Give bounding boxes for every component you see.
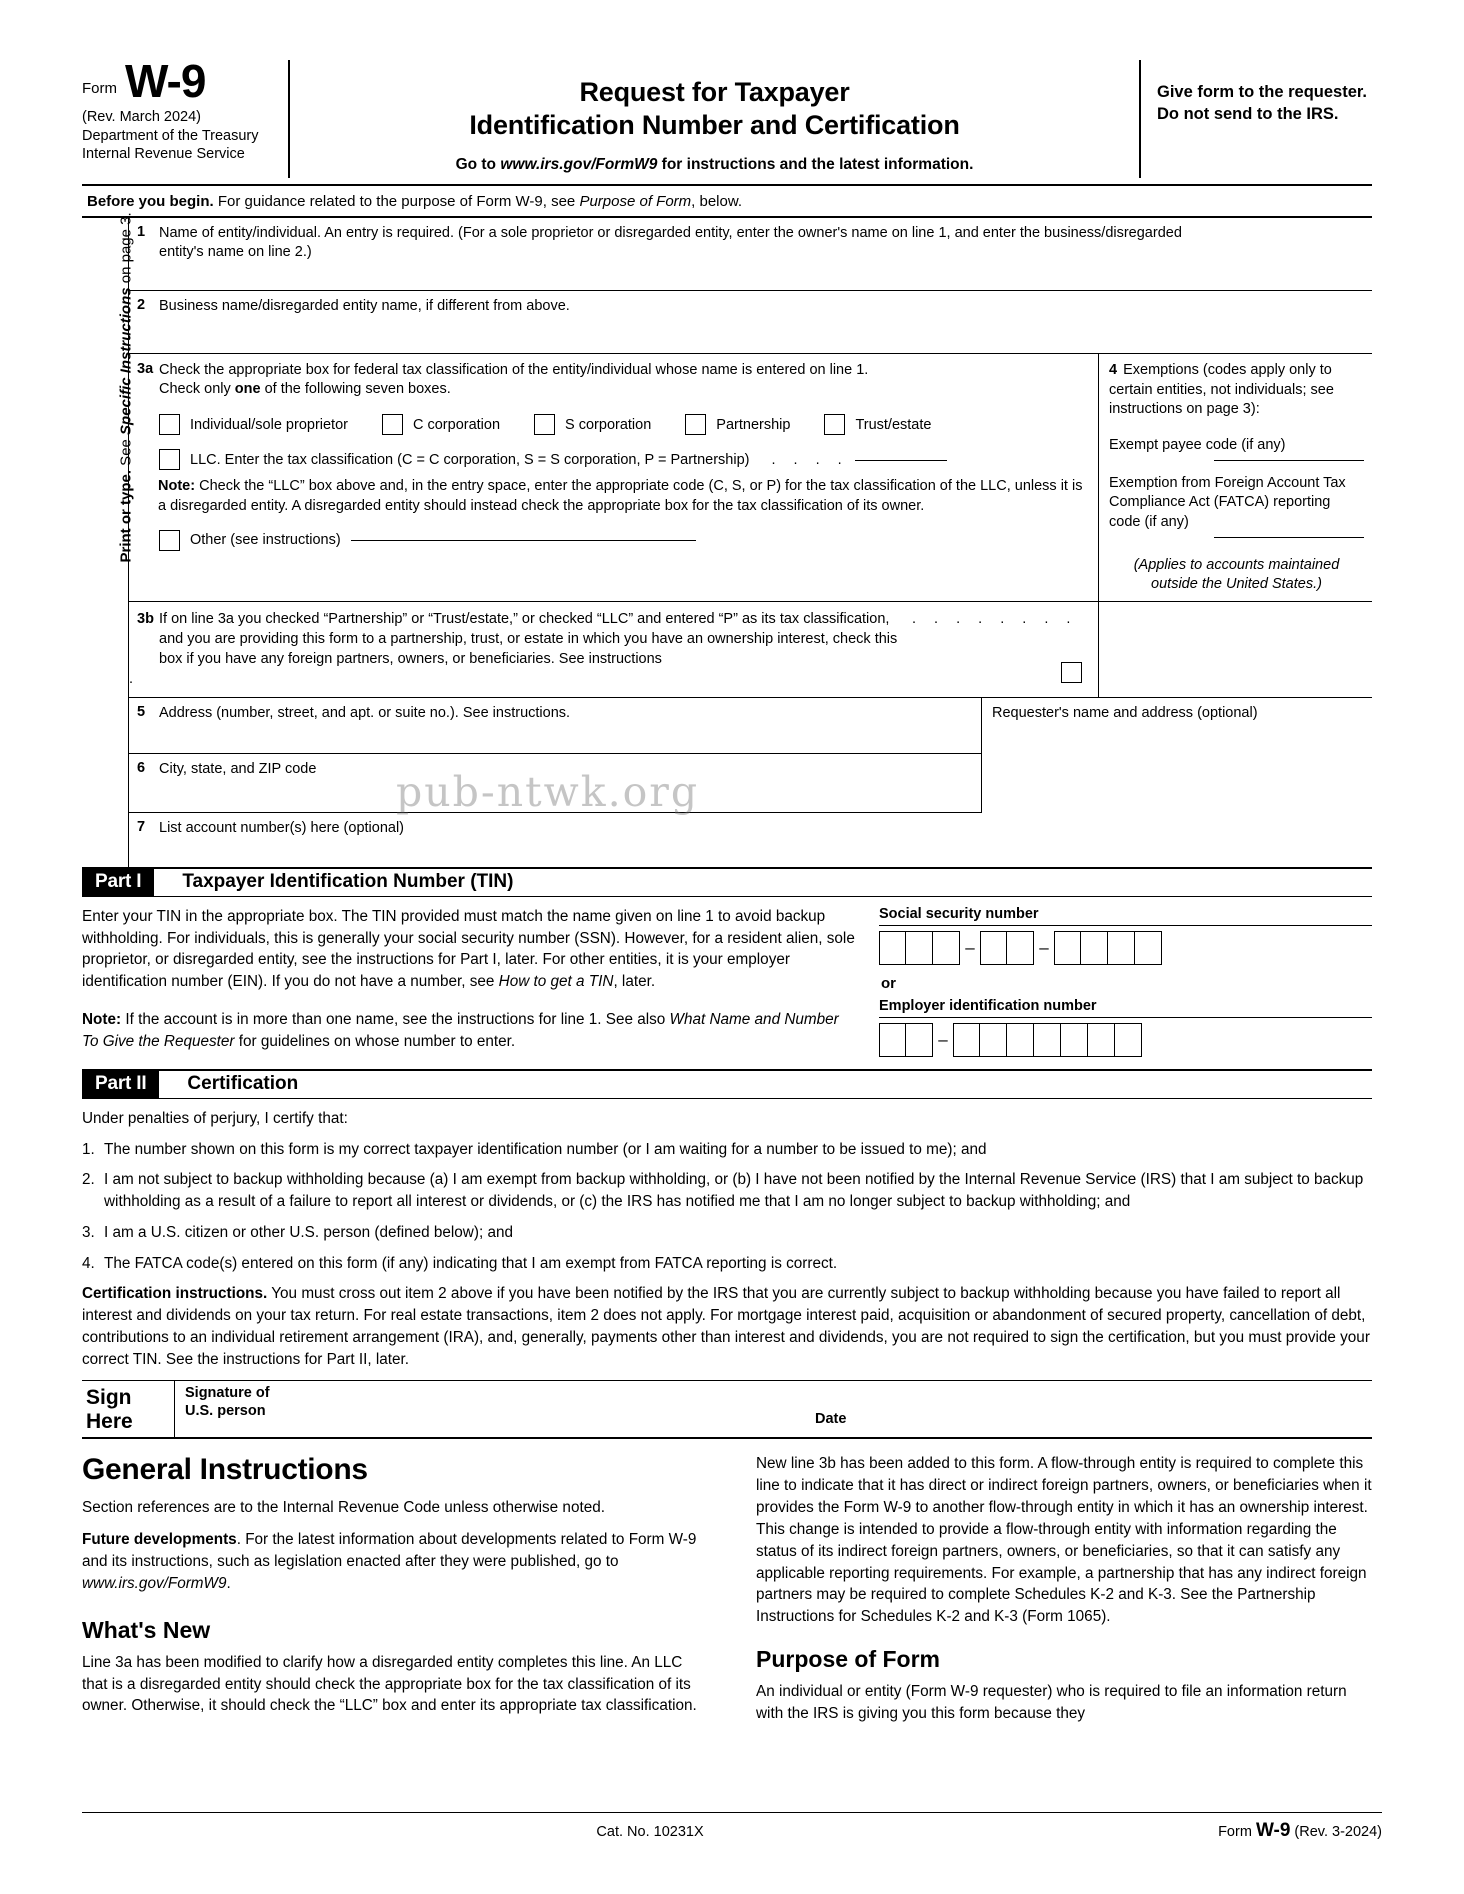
certification-item	[82, 1222, 1372, 1244]
checkbox-label: Partnership	[716, 416, 791, 433]
before-you-begin	[82, 186, 1372, 218]
box-4-number: 4	[1109, 361, 1118, 378]
signature-label-line-1: Signature of	[185, 1385, 270, 1402]
ein-digit-box[interactable]	[1088, 1023, 1115, 1057]
ssn-digit-box[interactable]	[1108, 931, 1135, 965]
checkbox-box-icon[interactable]	[824, 414, 845, 435]
dept-line-1: Department of the Treasury	[82, 127, 259, 144]
fatca-code-label: Exemption from Foreign Account Tax Compliance Act (FATCA) reporting code (if any)	[1109, 474, 1346, 531]
signature-label-line-2: U.S. person	[185, 1402, 266, 1419]
tin-entry-area	[875, 906, 1372, 1057]
checkbox-individual-sole-proprietor[interactable]	[159, 414, 348, 435]
checkbox-box-icon[interactable]	[159, 449, 180, 470]
item-number: 4.	[82, 1254, 95, 1272]
ssn-digit-box[interactable]	[1054, 931, 1081, 965]
ein-digit-box[interactable]	[879, 1023, 906, 1057]
ssn-digit-box[interactable]	[1135, 931, 1162, 965]
line-3b-checkbox-cell	[1098, 602, 1372, 697]
goto-suffix: for instructions and the latest information.	[657, 155, 974, 173]
llc-note-text: Check the “LLC” box above and, in the entry space, enter the appropriate code (C, S, or P) for the tax classification of the LLC, unless it is a disregarded entity. A disregarded entity should instead check the appropriate box for the tax classification of its owner.	[158, 478, 1083, 514]
ssn-dash: –	[1039, 938, 1049, 958]
box-4-title-row	[1109, 361, 1364, 420]
line-5-label: Address (number, street, and apt. or suite no.). See instructions.	[159, 705, 571, 722]
llc-note-bold: Note:	[158, 478, 196, 494]
line-1-label: Name of entity/individual. An entry is required. (For a sole proprietor or disregarded entity, enter the owner's name on line 1, and enter the business/disregarded entity's name on line 2.)	[159, 224, 1182, 261]
footer-form-rev: (Rev. 3-2024)	[1290, 1824, 1382, 1840]
tin-intro-paragraph	[82, 906, 857, 993]
certification-item	[82, 1253, 1372, 1275]
address-left-column	[129, 698, 981, 813]
whats-new-heading: What's New	[82, 1616, 211, 1643]
before-text-b: , below.	[691, 192, 743, 210]
date-label: Date	[815, 1411, 847, 1428]
checkbox-box-icon[interactable]	[382, 414, 403, 435]
line-3a-number: 3a	[137, 360, 154, 377]
general-instructions-heading: General Instructions	[82, 1453, 368, 1487]
checkbox-trust-estate[interactable]	[824, 414, 931, 435]
field-row-5[interactable]	[129, 698, 981, 754]
checkbox-partnership[interactable]	[685, 414, 790, 435]
general-instructions-section	[82, 1453, 1372, 1735]
ein-digit-box[interactable]	[953, 1023, 980, 1057]
section-references-paragraph: Section references are to the Internal Revenue Code unless otherwise noted.	[82, 1499, 605, 1517]
leader-dots: . . . . . . . . .	[129, 611, 1078, 688]
certification-body	[82, 1108, 1372, 1370]
ein-digit-box[interactable]	[980, 1023, 1007, 1057]
dept-line-2: Internal Revenue Service	[82, 145, 245, 162]
ein-digit-box[interactable]	[1061, 1023, 1088, 1057]
rail-see: See	[117, 434, 135, 466]
checkbox-label: C corporation	[412, 416, 501, 433]
tin-intro-b: , later.	[613, 973, 656, 991]
ssn-digit-box[interactable]	[1007, 931, 1034, 965]
tin-note-a: If the account is in more than one name, see the instructions for line 1. See also	[121, 1010, 670, 1028]
form-number: W-9	[125, 55, 206, 107]
box-4-applies-note: (Applies to accounts maintained outside the United States.)	[1133, 556, 1340, 593]
ssn-digit-box[interactable]	[980, 931, 1007, 965]
header-title-block	[288, 60, 1141, 178]
form-title-line-1: Request for Taxpayer	[579, 77, 850, 107]
fatca-code-input[interactable]	[1214, 536, 1364, 538]
form-fields-column	[129, 218, 1372, 867]
part-1-bar	[82, 867, 1372, 897]
checkbox-box-icon[interactable]	[159, 530, 180, 551]
part-2-bar	[82, 1069, 1372, 1099]
footer-form-label: Form	[1218, 1824, 1256, 1840]
rail-tail: on page 3.	[117, 212, 135, 288]
catalog-number: Cat. No. 10231X	[596, 1824, 704, 1840]
item-text: I am a U.S. citizen or other U.S. person (defined below); and	[104, 1223, 513, 1241]
line-2-number: 2	[137, 296, 146, 313]
llc-label: LLC. Enter the tax classification (C = C corporation, S = S corporation, P = Partnership)	[190, 451, 750, 468]
footer-form-id	[1218, 1820, 1382, 1842]
sign-here-block	[82, 1380, 1372, 1439]
ssn-digit-box[interactable]	[906, 931, 933, 965]
llc-code-write-in[interactable]	[855, 459, 947, 461]
checkbox-label: S corporation	[565, 416, 652, 433]
form-goto-line	[300, 156, 1129, 174]
side-rail	[82, 212, 135, 867]
or-separator: or	[881, 975, 896, 993]
cert-instructions-bold: Certification instructions.	[82, 1285, 268, 1303]
checkbox-box-icon[interactable]	[534, 414, 555, 435]
checkbox-label: Trust/estate	[855, 416, 932, 433]
form-revision: (Rev. March 2024)	[82, 108, 201, 125]
part-1-title: Taxpayer Identification Number (TIN)	[182, 871, 514, 893]
checkbox-llc-row[interactable]	[129, 449, 1088, 470]
future-bold: Future developments	[82, 1531, 237, 1549]
line-1-number: 1	[137, 223, 146, 240]
ein-dash: –	[938, 1030, 948, 1050]
whats-new-paragraph: Line 3a has been modified to clarify how a disregarded entity completes this line. An LLC that is a disregarded entity should check the appropriate box for the tax classification of its owner. Otherwise, it should check the “LLC” box and enter its appropriate tax classification.	[82, 1653, 697, 1715]
part-1-label: Part I	[82, 869, 154, 896]
tin-note-italic: What Name and Number To Give the Requester	[82, 1010, 839, 1050]
before-text-a: For guidance related to the purpose of Form W-9, see	[213, 192, 580, 210]
header-left-block	[82, 55, 288, 178]
item-text: The FATCA code(s) entered on this form (if any) indicating that I am exempt from FATCA reporting is correct.	[104, 1254, 838, 1272]
line-3b-explanation-paragraph: New line 3b has been added to this form. A flow-through entity is required to complete this line to indicate that it has direct or indirect foreign partners, owners, or beneficiaries when it provides the Form W-9 to another flow-through entity in which it has an ownership interest. This change is intended to provide a flow-through entity with information regarding the status of its indirect foreign partners, owners, or beneficiaries, so that it can satisfy any applicable reporting requirements. For example, a partnership that has any indirect foreign partners may be required to complete Schedules K-2 and K-3. See the Partnership Instructions for Schedules K-2 and K-3 (Form 1065).	[756, 1455, 1372, 1626]
address-block	[129, 698, 1372, 813]
item-number: 3.	[82, 1223, 95, 1241]
page-footer	[82, 1812, 1382, 1842]
form-word-label: Form	[82, 79, 117, 97]
ein-header: Employer identification number	[879, 998, 1372, 1018]
rail-italic: Specific Instructions	[117, 287, 135, 435]
tin-intro-a: Enter your TIN in the appropriate box. The TIN provided must match the name given on line 1 to avoid backup withholding. For individuals, this is generally your social security number (SSN). However, for a resident alien, sole proprietor, or disregarded entity, see the instructions for Part I, later. For other entities, it is your employer identification number (EIN). If you do not have a number, see	[82, 908, 855, 991]
form-sheet	[82, 55, 1372, 1735]
box-4-exemptions	[1098, 354, 1372, 601]
form-header	[82, 55, 1372, 178]
sign-word-1: Sign	[86, 1386, 132, 1410]
requester-label: Requester's name and address (optional)	[992, 705, 1258, 722]
other-write-in[interactable]	[351, 539, 696, 541]
line-7-label: List account number(s) here (optional)	[159, 820, 405, 837]
general-instructions-left-column	[82, 1453, 732, 1735]
item-number: 1.	[82, 1140, 95, 1158]
purpose-of-form-heading: Purpose of Form	[756, 1646, 941, 1673]
certification-item	[82, 1139, 1372, 1161]
field-row-3b	[129, 602, 1372, 698]
tin-intro-italic: How to get a TIN	[498, 973, 614, 991]
line-6-label: City, state, and ZIP code	[159, 761, 317, 778]
leader-dots: . . . .	[771, 451, 849, 468]
ssn-digit-box[interactable]	[933, 931, 960, 965]
field-row-2[interactable]	[129, 291, 1372, 354]
ein-digit-box[interactable]	[1007, 1023, 1034, 1057]
checkbox-foreign-partners[interactable]	[1061, 662, 1082, 683]
checkbox-box-icon[interactable]	[685, 414, 706, 435]
part-2-title: Certification	[187, 1073, 299, 1095]
before-italic: Purpose of Form	[579, 192, 692, 210]
part-1-body	[82, 897, 1372, 1057]
sign-here-label	[82, 1381, 174, 1437]
checkbox-c-corporation[interactable]	[382, 414, 500, 435]
tin-note-bold: Note:	[82, 1010, 122, 1028]
line-2-label: Business name/disregarded entity name, if different from above.	[159, 297, 570, 314]
line-3a-label: Check the appropriate box for federal tax classification of the entity/individual whose name is entered on line 1. Check only one of the following seven boxes.	[159, 361, 869, 398]
certification-instructions	[82, 1283, 1372, 1370]
ein-digit-box[interactable]	[906, 1023, 933, 1057]
checkbox-other-row[interactable]	[129, 530, 1088, 551]
line-7-number: 7	[137, 819, 146, 836]
checkbox-s-corporation[interactable]	[534, 414, 651, 435]
sign-word-2: Here	[86, 1409, 133, 1433]
field-row-6[interactable]	[129, 754, 981, 813]
line-6-number: 6	[137, 760, 146, 777]
future-end: .	[226, 1574, 231, 1592]
future-text: . For the latest information about developments related to Form W-9 and its instructions, such as legislation enacted after they were published, go to	[82, 1531, 697, 1570]
purpose-of-form-paragraph: An individual or entity (Form W-9 requester) who is required to file an information return with the IRS is giving you this form because they	[756, 1683, 1347, 1722]
item-number: 2.	[82, 1171, 95, 1189]
checkbox-box-icon[interactable]	[159, 414, 180, 435]
signature-field[interactable]	[174, 1381, 1372, 1437]
ein-digit-box[interactable]	[1115, 1023, 1142, 1057]
certification-item	[82, 1169, 1372, 1212]
field-row-3a	[129, 354, 1372, 602]
part-1-instructions	[82, 906, 875, 1057]
goto-prefix: Go to	[455, 155, 501, 173]
ssn-boxes[interactable]	[879, 931, 1372, 965]
box-4-title: Exemptions (codes apply only to certain entities, not individuals; see instructions on page 3):	[1109, 361, 1334, 418]
item-text: The number shown on this form is my correct taxpayer identification number (or I am waiting for a number to be issued to me); and	[104, 1140, 987, 1158]
exempt-payee-code-input[interactable]	[1214, 459, 1364, 461]
future-developments-paragraph	[82, 1529, 702, 1595]
give-form-note: Give form to the requester. Do not send to the IRS.	[1157, 83, 1367, 123]
llc-note	[129, 477, 1088, 517]
field-row-1[interactable]	[129, 218, 1372, 291]
general-instructions-right-column	[732, 1453, 1372, 1735]
ein-digit-box[interactable]	[1034, 1023, 1061, 1057]
ssn-header: Social security number	[879, 906, 1372, 926]
item-text: I am not subject to backup withholding because (a) I am exempt from backup withholding, or (b) I have not been notified by the Internal Revenue Service (IRS) that I am subject to backup withholding as a result of a failure to report all interest or dividends, or (c) the IRS has notified me that I am no longer subject to backup withholding; and	[104, 1171, 1364, 1211]
certification-intro: Under penalties of perjury, I certify that:	[82, 1110, 348, 1128]
future-url[interactable]: www.irs.gov/FormW9	[82, 1574, 227, 1592]
part-2-label: Part II	[82, 1071, 159, 1098]
cert-instructions-text: You must cross out item 2 above if you have been notified by the IRS that you are currently subject to backup withholding because you have failed to report all interest and dividends on your tax return. For real estate transactions, item 2 does not apply. For mortgage interest paid, acquisition or abandonment of secured property, cancellation of debt, contributions to an individual retirement arrangement (IRA), and, generally, payments other than interest and dividends, you are not required to sign the certification, but you must provide your correct TIN. See the instructions for Part II, later.	[82, 1285, 1370, 1368]
tin-note-paragraph	[82, 1009, 857, 1052]
exempt-payee-code-label: Exempt payee code (if any)	[1109, 437, 1286, 454]
ein-boxes[interactable]	[879, 1023, 1372, 1057]
footer-form-number: W-9	[1255, 1820, 1291, 1841]
goto-url[interactable]: www.irs.gov/FormW9	[500, 155, 658, 173]
checkbox-label: Individual/sole proprietor	[190, 416, 348, 433]
line-3b-label: If on line 3a you checked “Partnership” or “Trust/estate,” or checked “LLC” and entered “P” as its tax classification, and you are providing this form to a partnership, trust, or estate in which you have an ownership interest, check this box if you have any foreign partners, owners, or beneficiaries. See instructions	[159, 611, 898, 668]
form-title-line-2: Identification Number and Certification	[469, 109, 960, 140]
line-3b-cell	[129, 602, 1098, 697]
ssn-digit-box[interactable]	[879, 931, 906, 965]
before-bold: Before you begin.	[87, 192, 214, 210]
ssn-digit-box[interactable]	[1081, 931, 1108, 965]
field-row-7[interactable]	[129, 813, 1372, 867]
ssn-dash: –	[965, 938, 975, 958]
requester-name-address[interactable]	[981, 698, 1372, 813]
line-3b-number: 3b	[137, 611, 154, 628]
classification-checkbox-row-1	[129, 414, 1088, 435]
watermark-text: pub-ntwk.org	[396, 768, 700, 816]
other-label: Other (see instructions)	[190, 532, 341, 549]
form-body	[82, 212, 1372, 867]
line-3a-cell	[129, 354, 1098, 601]
tin-note-b: for guidelines on whose number to enter.	[234, 1032, 516, 1050]
line-5-number: 5	[137, 704, 146, 721]
rail-bold: Print or type.	[117, 469, 135, 563]
